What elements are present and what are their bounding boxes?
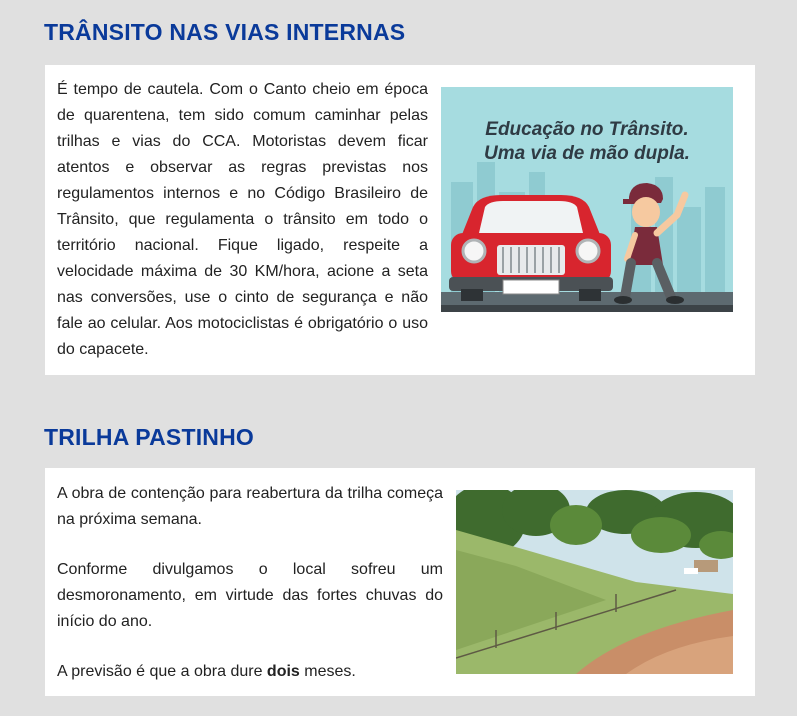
hillside-containment-photo <box>456 490 733 674</box>
article-text-trilha <box>57 481 443 685</box>
article-text-span: A previsão é que a obra dure <box>57 663 267 680</box>
article-paragraph: É tempo de cautela. Com o Canto cheio em época de quarentena, tem sido comum caminhar pelas trilhas e vias do CCA. Motoristas devem ficar atentos e observar as regras previstas nos regulamentos internos e no Código Brasileiro de Trânsito, que regulamenta o trânsito em todo o território nacional. Fique ligado, respeite a velocidade máxima de 30 KM/hora, acione a seta nas conversões, use o cinto de segurança e não fale ao celular. Aos motociclistas é obrigatório o uso do capacete. <box>57 81 428 358</box>
article-bold-text: dois <box>266 663 300 680</box>
article-text-transito <box>57 77 428 363</box>
article-paragraph <box>57 659 443 685</box>
illustration-caption-line1: Educação no Trânsito. <box>485 119 689 140</box>
traffic-education-illustration <box>441 87 733 312</box>
illustration-caption-line2: Uma via de mão dupla. <box>484 143 690 164</box>
article-paragraph: A obra de contenção para reabertura da trilha começa na próxima semana. <box>57 485 443 528</box>
trail-construction-photo <box>456 490 733 674</box>
article-paragraph: Conforme divulgamos o local sofreu um desmoronamento, em virtude das fortes chuvas do início do ano. <box>57 561 443 630</box>
car-and-boy-illustration <box>441 87 733 312</box>
article-text-span: meses. <box>299 663 356 680</box>
red-car-icon <box>449 195 613 301</box>
article-card-transito <box>45 65 755 375</box>
article-card-trilha <box>45 468 755 696</box>
section-title-trilha: TRILHA PASTINHO <box>44 424 254 450</box>
section-title-transito: TRÂNSITO NAS VIAS INTERNAS <box>44 19 406 45</box>
